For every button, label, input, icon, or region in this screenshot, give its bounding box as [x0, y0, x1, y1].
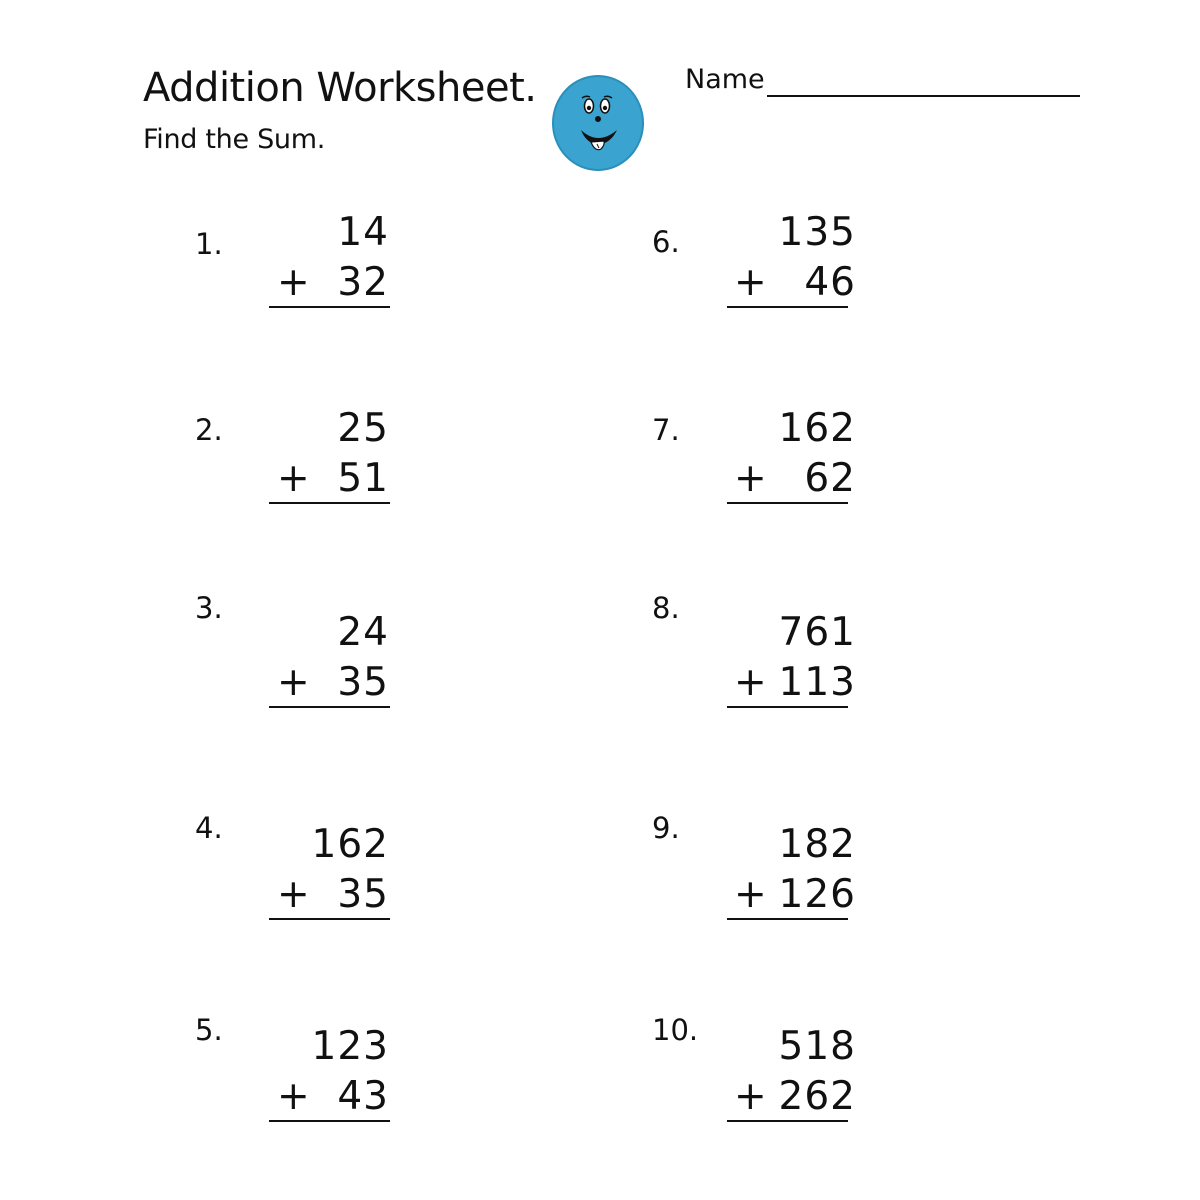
answer-line [269, 306, 390, 308]
smiley-face-icon [551, 72, 647, 172]
problem-2 [195, 406, 455, 542]
plus-sign: + [734, 1074, 767, 1119]
problem-5 [195, 1013, 455, 1160]
bottom-addend: 262 [778, 1074, 856, 1119]
problem-number: 2. [195, 413, 223, 447]
plus-sign: + [734, 660, 767, 705]
bottom-addend: 35 [337, 660, 389, 705]
problem-number: 1. [195, 227, 223, 261]
instructions: Find the Sum. [143, 124, 326, 155]
problem-4 [195, 811, 455, 958]
answer-line [269, 918, 390, 920]
answer-line [727, 502, 848, 504]
problem-number: 7. [652, 413, 680, 447]
top-addend: 182 [778, 822, 856, 867]
problem-3 [195, 591, 455, 746]
bottom-addend: 51 [337, 456, 389, 501]
problem-number: 3. [195, 591, 223, 625]
answer-line [727, 706, 848, 708]
top-addend: 123 [311, 1024, 389, 1069]
plus-sign: + [277, 660, 310, 705]
problem-10 [652, 1013, 912, 1160]
plus-sign: + [277, 260, 310, 305]
bottom-addend: 113 [778, 660, 856, 705]
plus-sign: + [734, 260, 767, 305]
answer-line [269, 706, 390, 708]
top-addend: 162 [778, 406, 856, 451]
bottom-addend: 62 [804, 456, 856, 501]
problem-number: 4. [195, 811, 223, 845]
problem-number: 6. [652, 225, 680, 259]
problem-9 [652, 811, 912, 958]
problem-number: 10. [652, 1013, 699, 1047]
answer-line [727, 306, 848, 308]
problem-6 [652, 210, 912, 346]
problem-number: 9. [652, 811, 680, 845]
plus-sign: + [734, 456, 767, 501]
name-input-line[interactable] [767, 95, 1080, 97]
bottom-addend: 43 [337, 1074, 389, 1119]
top-addend: 518 [778, 1024, 856, 1069]
problem-8 [652, 591, 912, 746]
plus-sign: + [734, 872, 767, 917]
top-addend: 14 [337, 210, 389, 255]
plus-sign: + [277, 456, 310, 501]
top-addend: 162 [311, 822, 389, 867]
answer-line [269, 1120, 390, 1122]
name-label: Name [685, 64, 765, 95]
bottom-addend: 46 [804, 260, 856, 305]
answer-line [727, 918, 848, 920]
problem-1 [195, 210, 455, 346]
top-addend: 135 [778, 210, 856, 255]
plus-sign: + [277, 872, 310, 917]
bottom-addend: 126 [778, 872, 856, 917]
answer-line [269, 502, 390, 504]
bottom-addend: 35 [337, 872, 389, 917]
top-addend: 761 [778, 610, 856, 655]
problem-number: 5. [195, 1013, 223, 1047]
bottom-addend: 32 [337, 260, 389, 305]
plus-sign: + [277, 1074, 310, 1119]
top-addend: 24 [337, 610, 389, 655]
answer-line [727, 1120, 848, 1122]
page-title: Addition Worksheet. [143, 65, 537, 111]
problem-number: 8. [652, 591, 680, 625]
top-addend: 25 [337, 406, 389, 451]
problem-7 [652, 406, 912, 542]
